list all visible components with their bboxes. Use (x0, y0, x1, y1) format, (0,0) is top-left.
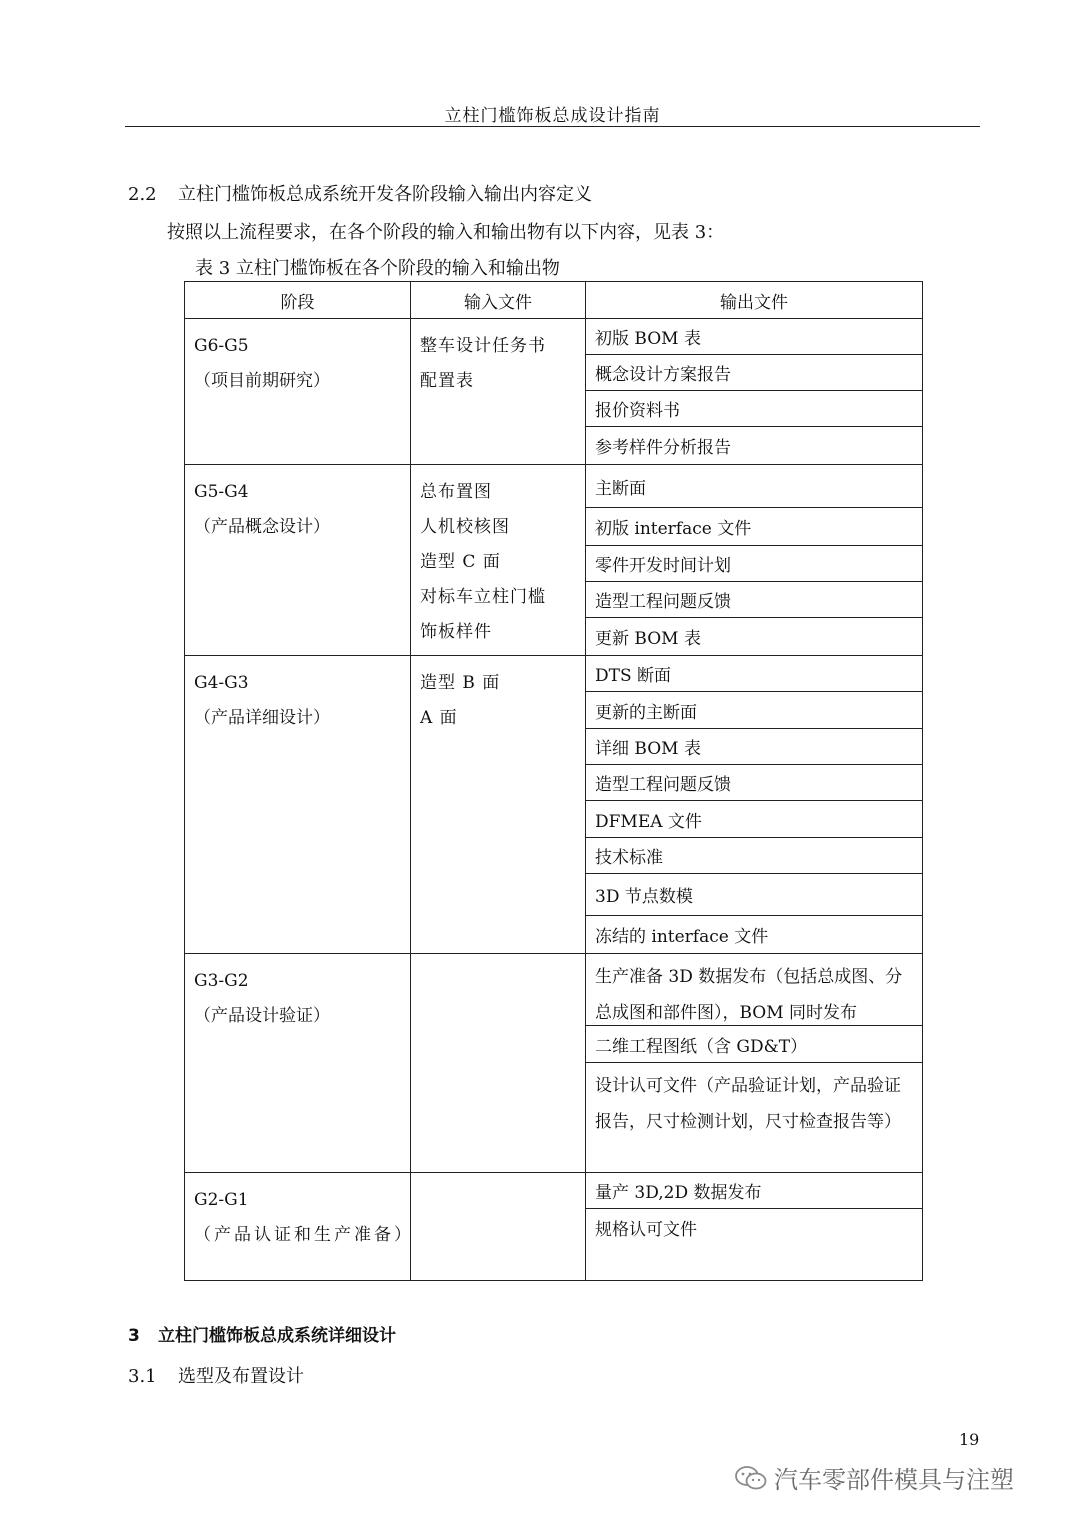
output-item: 更新的主断面 (586, 692, 922, 729)
output-item: 初版 interface 文件 (586, 508, 922, 546)
table-row (185, 319, 923, 465)
output-cell (586, 656, 923, 954)
watermark-text: 汽车零部件模具与注塑 (774, 1466, 1014, 1494)
input-cell-empty (411, 954, 586, 1173)
output-cell (586, 1173, 923, 1281)
input-item: 造型 C 面 (420, 552, 501, 572)
input-cell (411, 656, 586, 954)
input-cell (411, 319, 586, 465)
output-item: 3D 节点数模 (586, 874, 922, 916)
section-number: 3.1 (128, 1366, 157, 1387)
section-number: 2.2 (128, 184, 157, 205)
output-item: 零件开发时间计划 (586, 546, 922, 582)
input-item: 造型 B 面 (420, 673, 501, 693)
stage-name: （产品认证和生产准备） (194, 1225, 414, 1245)
input-item: 人机校核图 (420, 517, 510, 537)
section-title: 选型及布置设计 (178, 1366, 304, 1387)
output-cell (586, 465, 923, 656)
stage-cell (185, 465, 411, 656)
output-item: 技术标准 (586, 838, 922, 874)
output-item: 更新 BOM 表 (595, 629, 701, 649)
input-item: 配置表 (420, 371, 474, 391)
output-item: 二维工程图纸（含 GD&T） (586, 1026, 922, 1063)
section-3-1-heading (128, 1362, 304, 1388)
intro-paragraph: 按照以上流程要求，在各个阶段的输入和输出物有以下内容，见表 3： (167, 222, 725, 243)
column-header-output: 输出文件 (586, 282, 923, 319)
input-item: 对标车立柱门槛 (420, 587, 546, 607)
stage-name: （项目前期研究） (194, 371, 330, 391)
table-row (185, 954, 923, 1173)
input-cell-empty (411, 1173, 586, 1281)
output-cell (586, 954, 923, 1173)
output-item: 初版 BOM 表 (586, 319, 922, 355)
running-header: 立柱门槛饰板总成设计指南 (444, 106, 661, 126)
output-item: DTS 断面 (586, 656, 922, 692)
stage-io-table (184, 281, 923, 1281)
watermark (734, 1460, 1014, 1495)
output-item: 规格认可文件 (595, 1219, 697, 1240)
section-3-heading (128, 1321, 396, 1346)
stage-name: （产品概念设计） (194, 517, 330, 537)
stage-code: G5-G4 (194, 482, 249, 502)
table-row (185, 656, 923, 954)
stage-name: （产品详细设计） (194, 708, 330, 728)
input-item: A 面 (420, 708, 458, 728)
input-item: 总布置图 (420, 482, 492, 502)
stage-code: G3-G2 (194, 971, 249, 991)
input-item: 饰板样件 (420, 622, 492, 642)
stage-code: G6-G5 (194, 336, 249, 356)
stage-cell (185, 1173, 414, 1281)
input-cell (411, 465, 586, 656)
stage-cell (185, 656, 411, 954)
table-caption: 表 3 立柱门槛饰板在各个阶段的输入和输出物 (195, 258, 560, 279)
output-item: 参考样件分析报告 (595, 438, 731, 458)
stage-code: G2-G1 (194, 1190, 249, 1210)
output-item: 主断面 (586, 465, 922, 508)
stage-cell (185, 319, 411, 465)
stage-cell (185, 954, 411, 1173)
wechat-icon (734, 1465, 768, 1491)
table-row (185, 1173, 923, 1281)
section-2-2-heading (128, 180, 592, 206)
table-header-row (185, 282, 923, 319)
column-header-input: 输入文件 (411, 282, 586, 319)
output-item: 报价资料书 (586, 391, 922, 427)
output-cell (586, 319, 923, 465)
section-title: 立柱门槛饰板总成系统开发各阶段输入输出内容定义 (178, 184, 592, 205)
section-number: 3 (128, 1326, 140, 1346)
input-item: 整车设计任务书 (420, 336, 546, 356)
output-item: DFMEA 文件 (586, 801, 922, 838)
column-header-stage: 阶段 (185, 282, 411, 319)
output-item: 冻结的 interface 文件 (595, 927, 769, 947)
stage-name: （产品设计验证） (194, 1006, 330, 1026)
output-item: 量产 3D,2D 数据发布 (586, 1173, 922, 1209)
output-item: 造型工程问题反馈 (586, 765, 922, 801)
page-number: 19 (959, 1430, 980, 1449)
output-item: 生产准备 3D 数据发布（包括总成图、分总成图和部件图），BOM 同时发布 (586, 954, 922, 1026)
output-item: 详细 BOM 表 (586, 729, 922, 765)
table-row (185, 465, 923, 656)
output-item: 概念设计方案报告 (586, 355, 922, 391)
output-item: 造型工程问题反馈 (586, 582, 922, 618)
header-rule (125, 126, 980, 127)
section-title: 立柱门槛饰板总成系统详细设计 (158, 1326, 396, 1346)
stage-code: G4-G3 (194, 673, 249, 693)
output-item: 设计认可文件（产品验证计划，产品验证报告，尺寸检测计划，尺寸检查报告等） (595, 1076, 901, 1132)
